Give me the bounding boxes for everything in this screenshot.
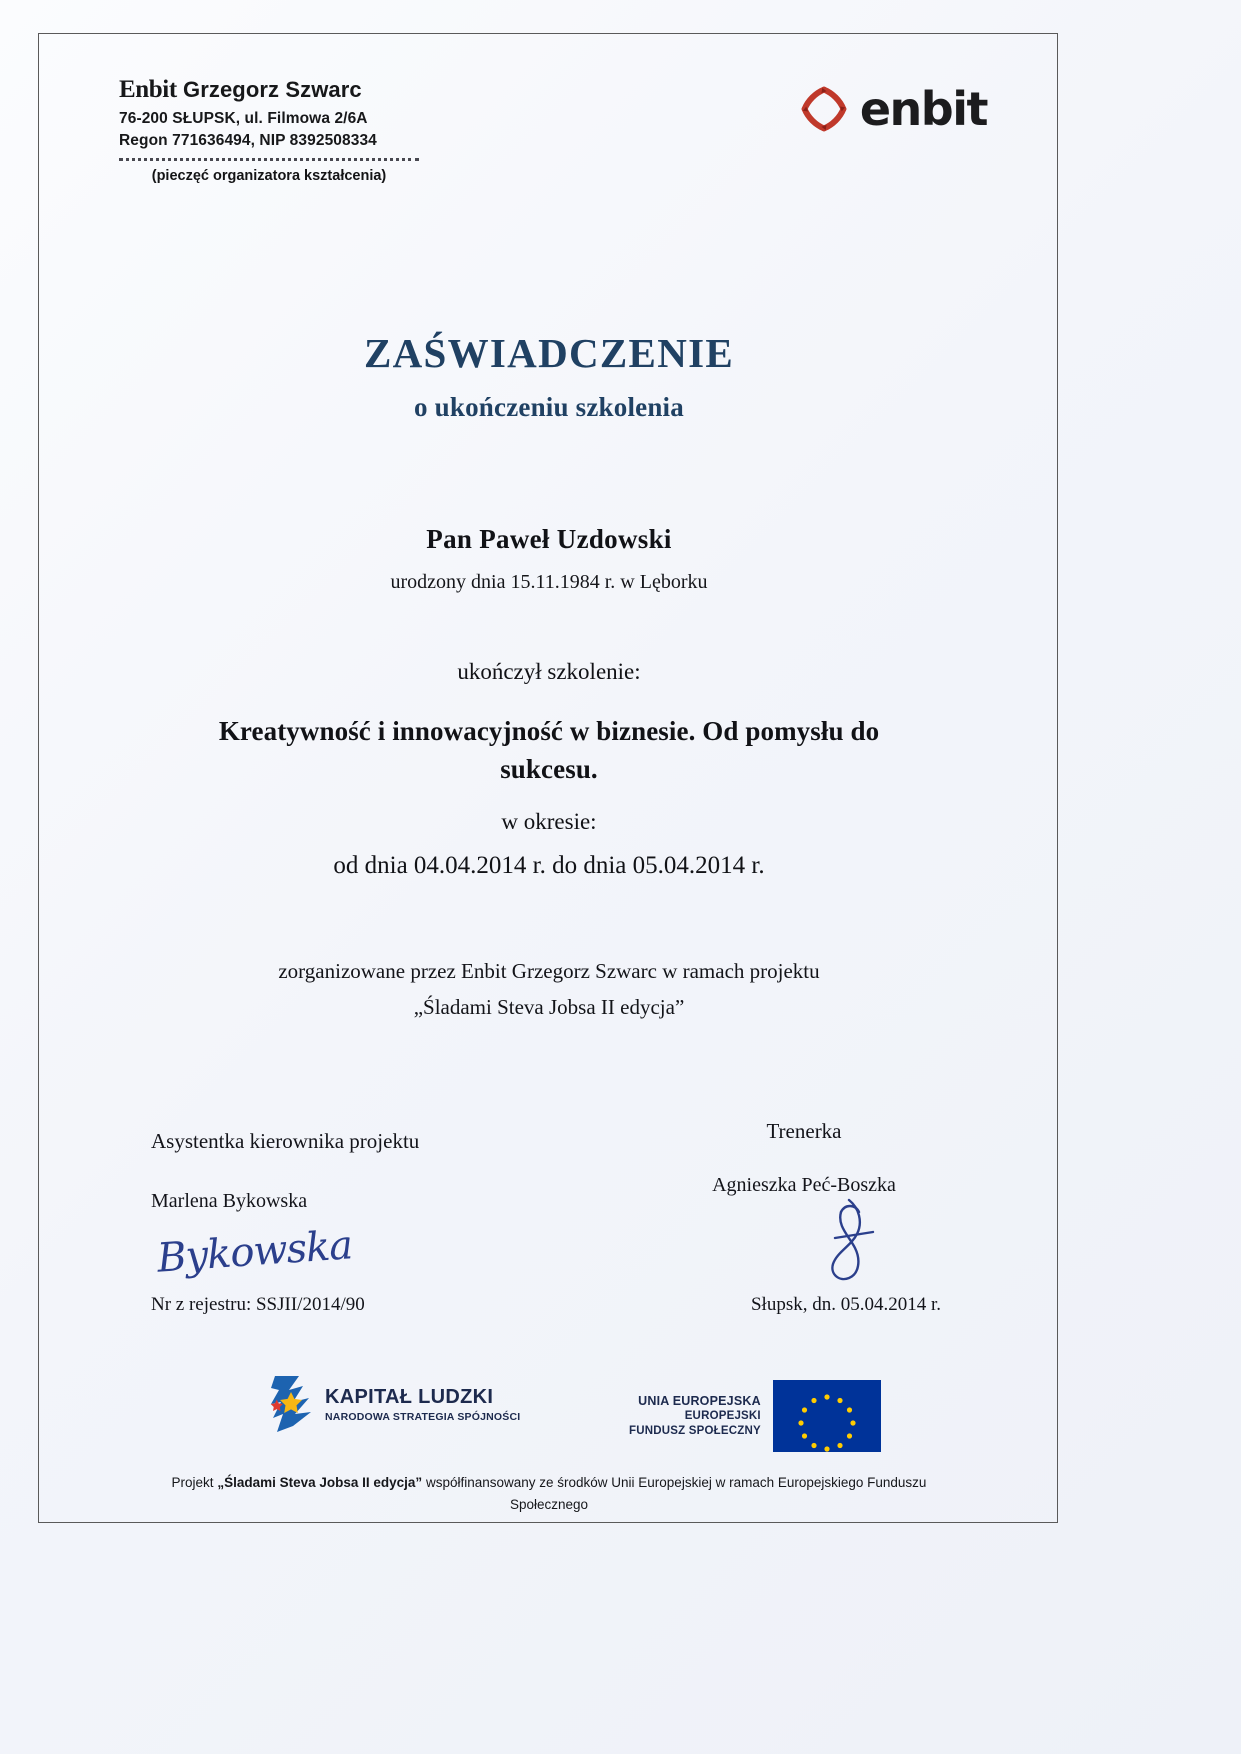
organizer-name bbox=[119, 76, 377, 104]
eu-line2: EUROPEJSKI bbox=[684, 1410, 761, 1423]
organizer-brand: Enbit bbox=[119, 76, 177, 103]
handwritten-signature-right bbox=[789, 1182, 909, 1302]
page-border-frame bbox=[38, 33, 1058, 1523]
registry-number: Nr z rejestru: SSJII/2014/90 bbox=[151, 1294, 365, 1315]
place-and-date: Słupsk, dn. 05.04.2014 r. bbox=[750, 1294, 941, 1315]
organizer-statement-line1: zorganizowane przez Enbit Grzegorz Szwarc w ramach projektu bbox=[278, 959, 820, 983]
signature-block-left bbox=[151, 1129, 531, 1213]
footer-funding-note bbox=[129, 1472, 969, 1517]
kapital-ludzki-subtitle: NARODOWA STRATEGIA SPÓJNOŚCI bbox=[325, 1410, 521, 1423]
kapital-ludzki-star-icon bbox=[269, 1374, 315, 1434]
page-title: ZAŚWIADCZENIE bbox=[363, 330, 735, 376]
signature-role-right: Trenerka bbox=[766, 1119, 842, 1143]
organizer-ids: Regon 771636494, NIP 8392508334 bbox=[119, 132, 377, 149]
signature-name-left: Marlena Bykowska bbox=[151, 1190, 308, 1212]
recipient-birth-info: urodzony dnia 15.11.1984 r. w Lęborku bbox=[390, 571, 708, 593]
handwritten-signature-left: Bykowska bbox=[155, 1222, 354, 1282]
stamp-dotted-line bbox=[119, 158, 419, 161]
period-label: w okresie: bbox=[501, 809, 597, 834]
funding-logos-row bbox=[39, 1374, 1059, 1454]
european-union-logo bbox=[629, 1380, 881, 1452]
organizer-owner: Grzegorz Szwarc bbox=[176, 77, 362, 102]
organizer-statement-line2: „Śladami Steva Jobsa II edycja” bbox=[413, 995, 685, 1019]
course-title: Kreatywność i innowacyjność w biznesie. Od pomysłu do sukcesu. bbox=[218, 716, 880, 785]
document-header bbox=[39, 34, 1059, 214]
enbit-logo bbox=[797, 82, 987, 136]
recipient-name: Pan Paweł Uzdowski bbox=[426, 524, 672, 554]
organizer-stamp-block bbox=[119, 76, 377, 152]
footer-text-after: współfinansowany ze środków Unii Europejskiej w ramach Europejskiego Funduszu bbox=[422, 1475, 927, 1490]
eu-line1: UNIA EUROPEJSKA bbox=[638, 1394, 761, 1409]
footer-text-before: Projekt bbox=[171, 1475, 218, 1490]
signature-name-right: Agnieszka Peć-Boszka bbox=[712, 1174, 896, 1196]
footer-project-name: „Śladami Steva Jobsa II edycja” bbox=[217, 1475, 423, 1490]
stamp-caption: (pieczęć organizatora kształcenia) bbox=[151, 168, 387, 184]
enbit-wordmark: enbit bbox=[859, 82, 987, 136]
kapital-ludzki-title: KAPITAŁ LUDZKI bbox=[325, 1385, 494, 1408]
period-value: od dnia 04.04.2014 r. do dnia 05.04.2014 r. bbox=[333, 852, 765, 879]
footer-text-line2: Społecznego bbox=[509, 1497, 589, 1513]
enbit-pinwheel-icon bbox=[797, 82, 851, 136]
page-subtitle: o ukończeniu szkolenia bbox=[414, 392, 684, 422]
european-union-text bbox=[629, 1393, 761, 1438]
signature-role-left: Asystentka kierownika projektu bbox=[151, 1129, 420, 1153]
eu-line3: FUNDUSZ SPOŁECZNY bbox=[629, 1425, 761, 1437]
organizer-address: 76-200 SŁUPSK, ul. Filmowa 2/6A bbox=[119, 110, 368, 127]
kapital-ludzki-logo bbox=[269, 1374, 520, 1434]
eu-flag-icon bbox=[773, 1380, 881, 1452]
completion-label: ukończył szkolenie: bbox=[457, 659, 641, 684]
